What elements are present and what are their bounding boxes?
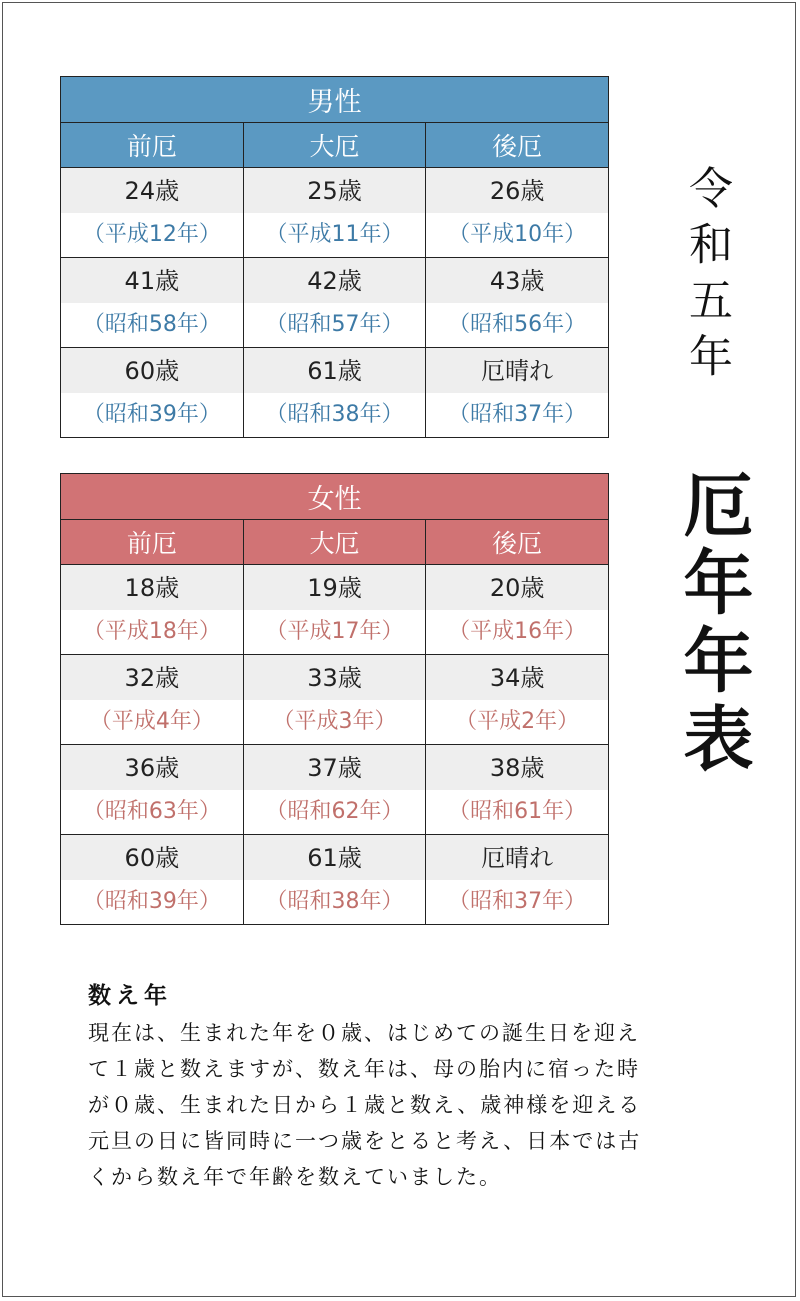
male-yakudoshi-table <box>60 76 609 438</box>
age-label: 20歳 <box>426 565 608 610</box>
birth-year-label: （昭和58年） <box>61 303 243 347</box>
table-cell <box>61 258 244 348</box>
birth-year-label: （昭和56年） <box>426 303 608 347</box>
age-label: 60歳 <box>61 348 243 393</box>
birth-year-label: （平成16年） <box>426 610 608 654</box>
birth-year-label: （平成2年） <box>426 700 608 744</box>
female-column-maeyaku: 前厄 <box>61 520 244 565</box>
table-cell <box>61 655 244 745</box>
age-label: 41歳 <box>61 258 243 303</box>
age-label: 60歳 <box>61 835 243 880</box>
table-cell <box>243 565 426 655</box>
table-cell <box>426 655 609 745</box>
age-label: 36歳 <box>61 745 243 790</box>
birth-year-label: （昭和39年） <box>61 393 243 437</box>
female-column-atoyaku: 後厄 <box>426 520 609 565</box>
female-table-title: 女性 <box>61 474 609 520</box>
age-label: 32歳 <box>61 655 243 700</box>
birth-year-label: （平成10年） <box>426 213 608 257</box>
age-label: 厄晴れ <box>426 835 608 880</box>
age-label: 18歳 <box>61 565 243 610</box>
table-cell <box>426 835 609 925</box>
table-cell <box>426 565 609 655</box>
table-cell <box>426 348 609 438</box>
birth-year-label: （昭和38年） <box>244 880 426 924</box>
birth-year-label: （平成11年） <box>244 213 426 257</box>
age-label: 26歳 <box>426 168 608 213</box>
age-label: 24歳 <box>61 168 243 213</box>
age-label: 34歳 <box>426 655 608 700</box>
age-label: 25歳 <box>244 168 426 213</box>
note-body: 現在は、生まれた年を０歳、はじめての誕生日を迎えて１歳と数えますが、数え年は、母の胎内に宿った時が０歳、生まれた日から１歳と数え、歳神様を迎える元旦の日に皆同時に一つ歳をとると考え、日本では古くから数え年で年齢を数えていました。 <box>88 1021 642 1189</box>
male-table-title: 男性 <box>61 77 609 123</box>
table-cell <box>243 655 426 745</box>
birth-year-label: （平成3年） <box>244 700 426 744</box>
table-cell <box>61 565 244 655</box>
table-cell <box>61 745 244 835</box>
birth-year-label: （昭和37年） <box>426 393 608 437</box>
table-cell <box>243 258 426 348</box>
birth-year-label: （昭和39年） <box>61 880 243 924</box>
age-label: 33歳 <box>244 655 426 700</box>
table-cell <box>243 745 426 835</box>
age-label: 61歳 <box>244 348 426 393</box>
male-column-atoyaku: 後厄 <box>426 123 609 168</box>
female-yakudoshi-table <box>60 473 609 925</box>
table-cell <box>243 835 426 925</box>
birth-year-label: （平成17年） <box>244 610 426 654</box>
female-column-taiyaku: 大厄 <box>243 520 426 565</box>
male-column-maeyaku: 前厄 <box>61 123 244 168</box>
reiwa-year-heading: 令和五年 <box>681 165 732 389</box>
table-cell <box>243 348 426 438</box>
page-title: 厄年年表 <box>672 468 755 780</box>
birth-year-label: （昭和38年） <box>244 393 426 437</box>
age-label: 37歳 <box>244 745 426 790</box>
birth-year-label: （昭和37年） <box>426 880 608 924</box>
birth-year-label: （平成18年） <box>61 610 243 654</box>
birth-year-label: （昭和57年） <box>244 303 426 347</box>
birth-year-label: （昭和61年） <box>426 790 608 834</box>
note-title: 数え年 <box>88 982 172 1009</box>
table-cell <box>61 835 244 925</box>
table-cell <box>426 168 609 258</box>
age-label: 19歳 <box>244 565 426 610</box>
table-cell <box>61 168 244 258</box>
age-label: 厄晴れ <box>426 348 608 393</box>
table-cell <box>426 258 609 348</box>
birth-year-label: （平成4年） <box>61 700 243 744</box>
table-cell <box>61 348 244 438</box>
male-column-taiyaku: 大厄 <box>243 123 426 168</box>
birth-year-label: （昭和62年） <box>244 790 426 834</box>
age-label: 43歳 <box>426 258 608 303</box>
age-label: 38歳 <box>426 745 608 790</box>
table-cell <box>426 745 609 835</box>
table-cell <box>243 168 426 258</box>
age-label: 42歳 <box>244 258 426 303</box>
age-label: 61歳 <box>244 835 426 880</box>
birth-year-label: （昭和63年） <box>61 790 243 834</box>
birth-year-label: （平成12年） <box>61 213 243 257</box>
